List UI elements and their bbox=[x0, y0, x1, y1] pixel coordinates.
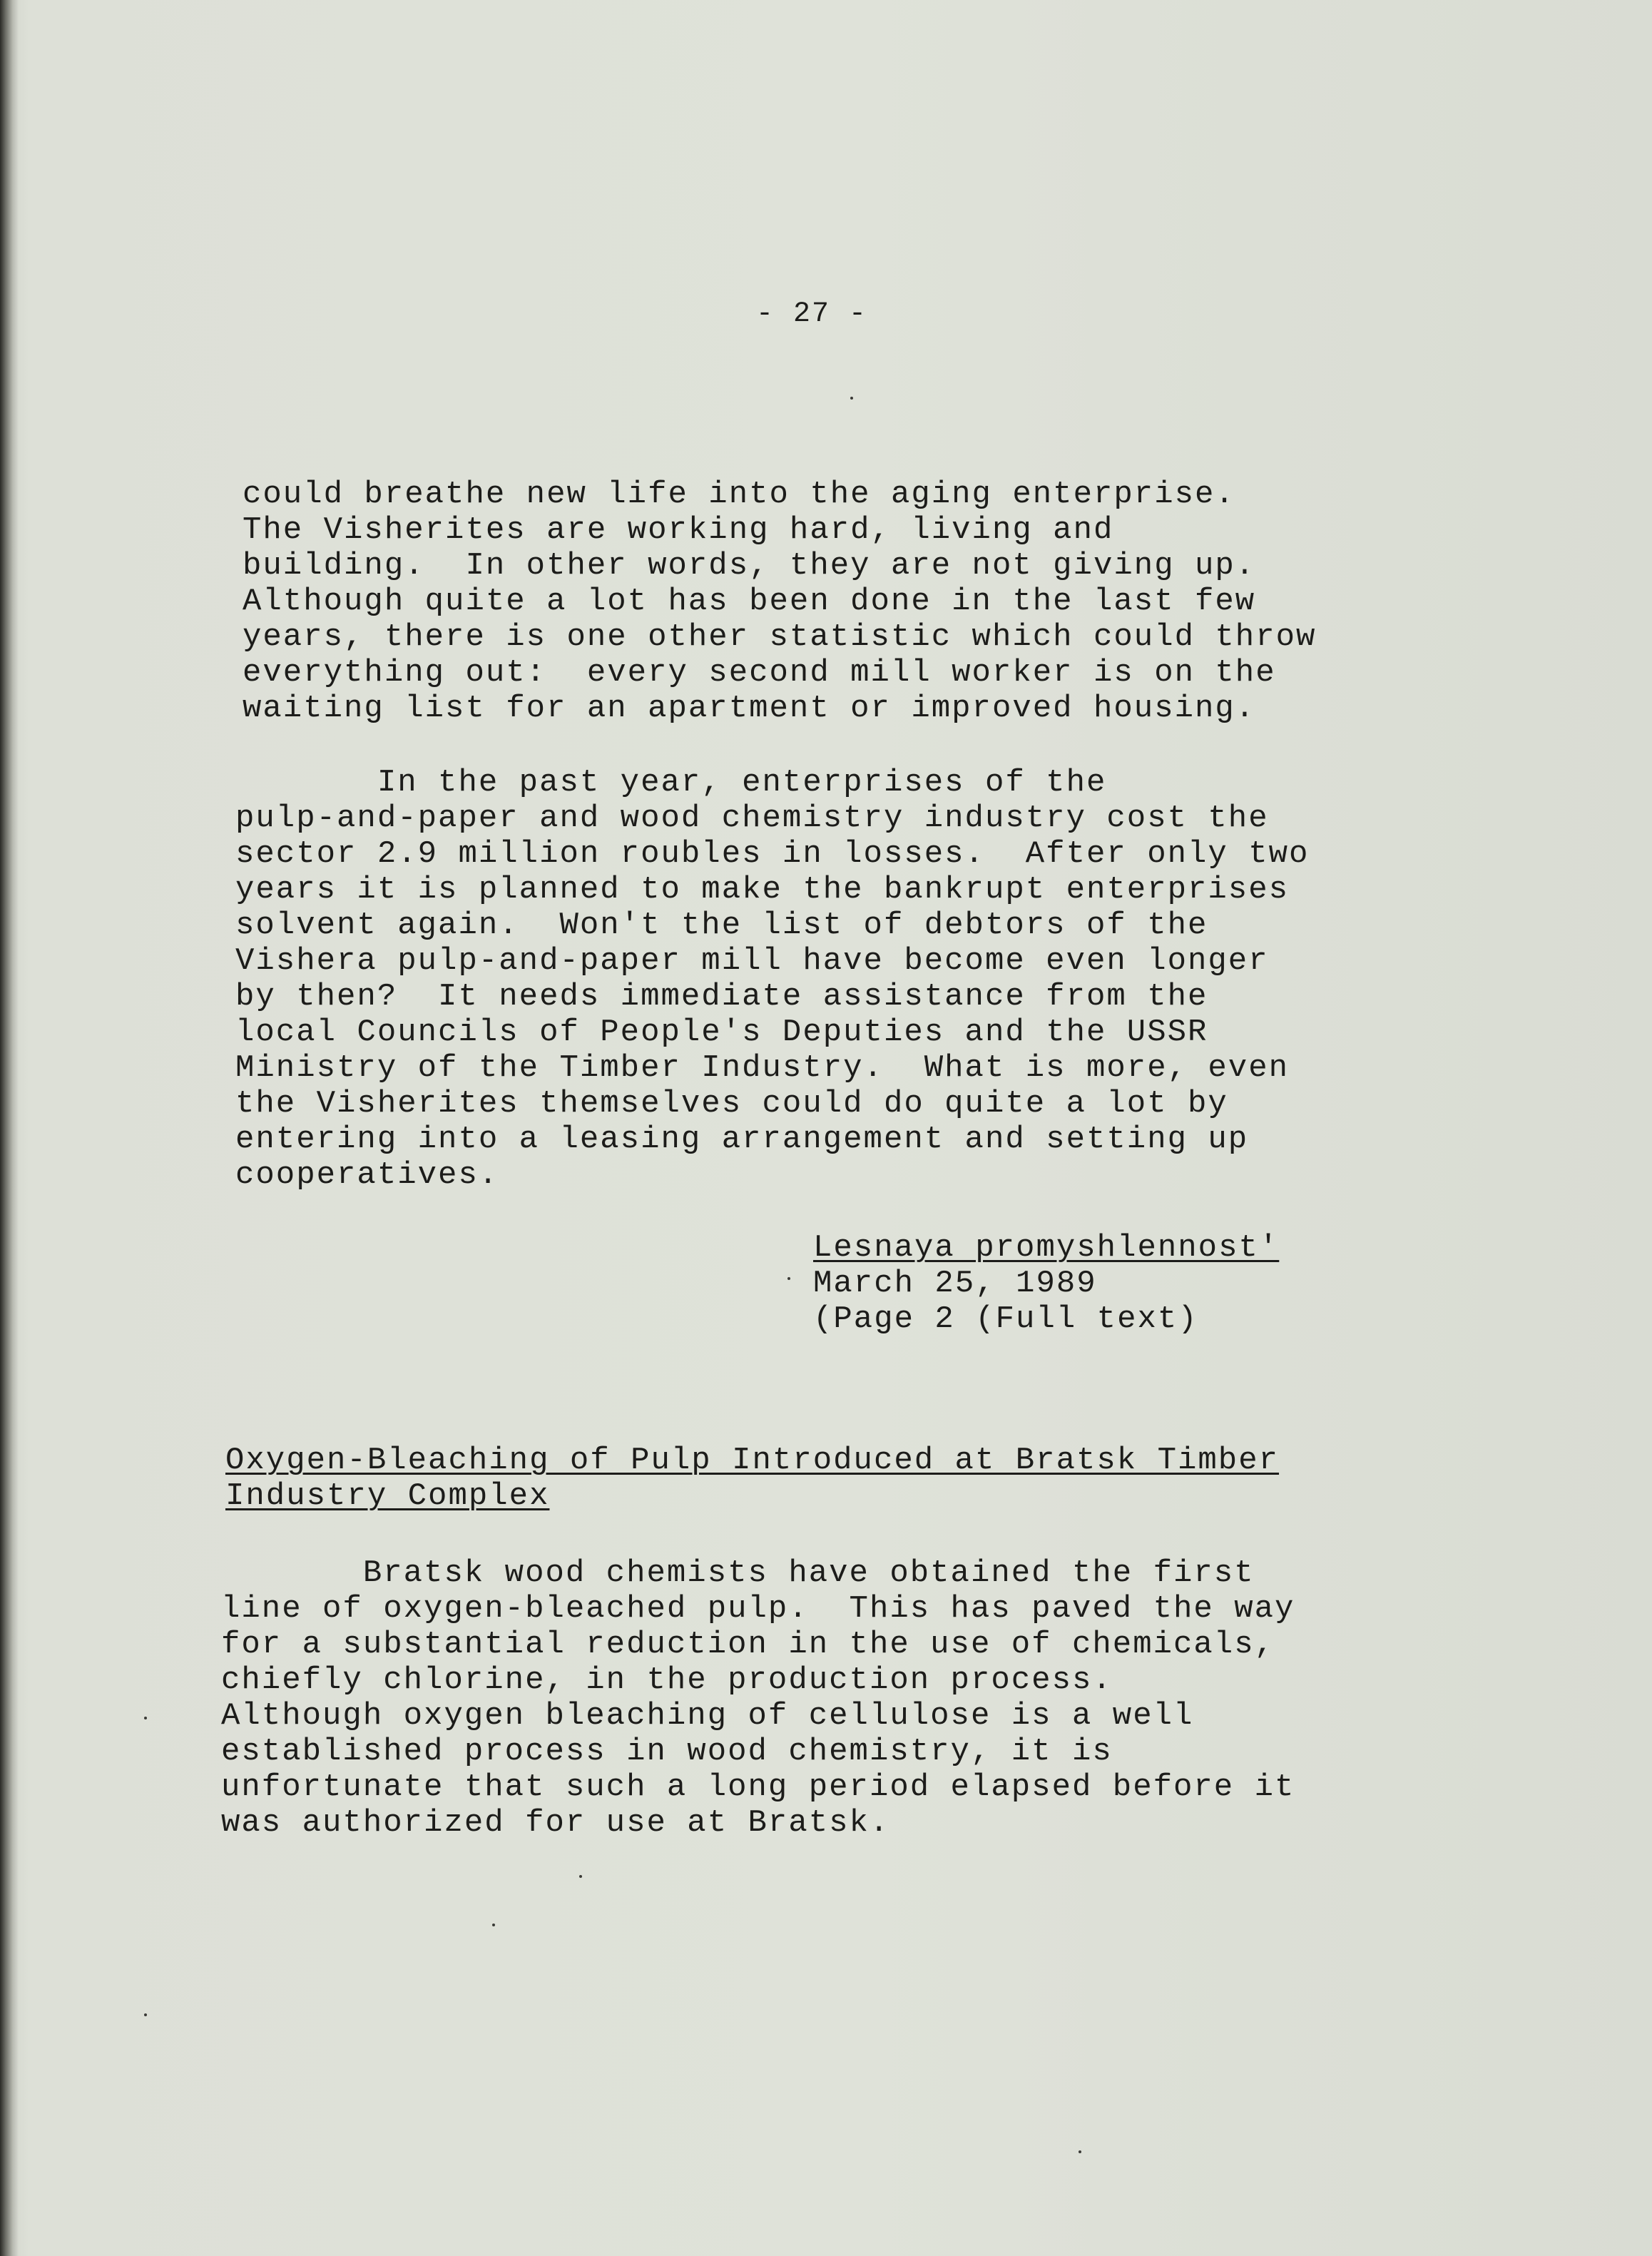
text-line: unfortunate that such a long period elapsed before it bbox=[221, 1769, 1295, 1805]
text-line: was authorized for use at Bratsk. bbox=[221, 1805, 890, 1841]
binding-edge bbox=[0, 0, 19, 2256]
text-line: Vishera pulp-and-paper mill have become even longer bbox=[235, 943, 1269, 979]
text-line: years, there is one other statistic which could throw bbox=[243, 619, 1317, 655]
publication-name: Lesnaya promyshlennost' bbox=[813, 1230, 1280, 1266]
text-line: The Visherites are working hard, living and bbox=[243, 512, 1114, 548]
publication-date: March 25, 1989 bbox=[813, 1266, 1097, 1301]
article1-paragraph1 bbox=[243, 477, 1316, 726]
text-line: cooperatives. bbox=[235, 1157, 499, 1193]
scan-speck bbox=[144, 2013, 147, 2016]
scan-speck bbox=[579, 1875, 582, 1878]
text-line: line of oxygen-bleached pulp. This has paved the way bbox=[221, 1591, 1295, 1627]
article2-heading bbox=[225, 1443, 1279, 1514]
text-line: building. In other words, they are not giving up. bbox=[243, 548, 1256, 584]
scan-speck bbox=[144, 1717, 147, 1719]
text-line: chiefly chlorine, in the production process. bbox=[221, 1662, 1113, 1698]
text-line: Although oxygen bleaching of cellulose is a well bbox=[221, 1698, 1194, 1734]
article1-paragraph2 bbox=[235, 765, 1309, 1193]
article2-paragraph bbox=[221, 1555, 1295, 1841]
text-line: entering into a leasing arrangement and setting up bbox=[235, 1122, 1249, 1157]
page-number: - 27 - bbox=[756, 298, 868, 330]
text-line: In the past year, enterprises of the bbox=[235, 765, 1107, 801]
text-line: established process in wood chemistry, it is bbox=[221, 1734, 1113, 1769]
text-line: years it is planned to make the bankrupt enterprises bbox=[235, 872, 1290, 908]
text-line: Ministry of the Timber Industry. What is more, even bbox=[235, 1050, 1290, 1086]
text-line: solvent again. Won't the list of debtors of the bbox=[235, 908, 1208, 943]
scan-speck bbox=[1079, 2150, 1081, 2153]
heading-line: Industry Complex bbox=[225, 1478, 550, 1514]
text-line: pulp-and-paper and wood chemistry industry cost the bbox=[235, 801, 1269, 836]
text-line: by then? It needs immediate assistance from the bbox=[235, 979, 1208, 1015]
text-line: sector 2.9 million roubles in losses. After only two bbox=[235, 836, 1310, 872]
text-line: could breathe new life into the aging enterprise. bbox=[243, 477, 1235, 512]
scan-speck bbox=[787, 1277, 790, 1280]
text-line: for a substantial reduction in the use of chemicals, bbox=[221, 1627, 1275, 1662]
text-line: Bratsk wood chemists have obtained the first bbox=[221, 1555, 1255, 1591]
text-line: waiting list for an apartment or improved housing. bbox=[243, 691, 1256, 726]
scan-speck bbox=[850, 397, 853, 400]
source-citation bbox=[813, 1230, 1279, 1337]
scan-speck bbox=[492, 1924, 495, 1926]
heading-line: Oxygen-Bleaching of Pulp Introduced at Bratsk Timber bbox=[225, 1443, 1280, 1478]
text-line: everything out: every second mill worker is on the bbox=[243, 655, 1276, 691]
text-line: Although quite a lot has been done in the last few bbox=[243, 584, 1256, 619]
text-line: local Councils of People's Deputies and the USSR bbox=[235, 1015, 1208, 1050]
publication-note: (Page 2 (Full text) bbox=[813, 1301, 1198, 1337]
text-line: the Visherites themselves could do quite a lot by bbox=[235, 1086, 1228, 1122]
